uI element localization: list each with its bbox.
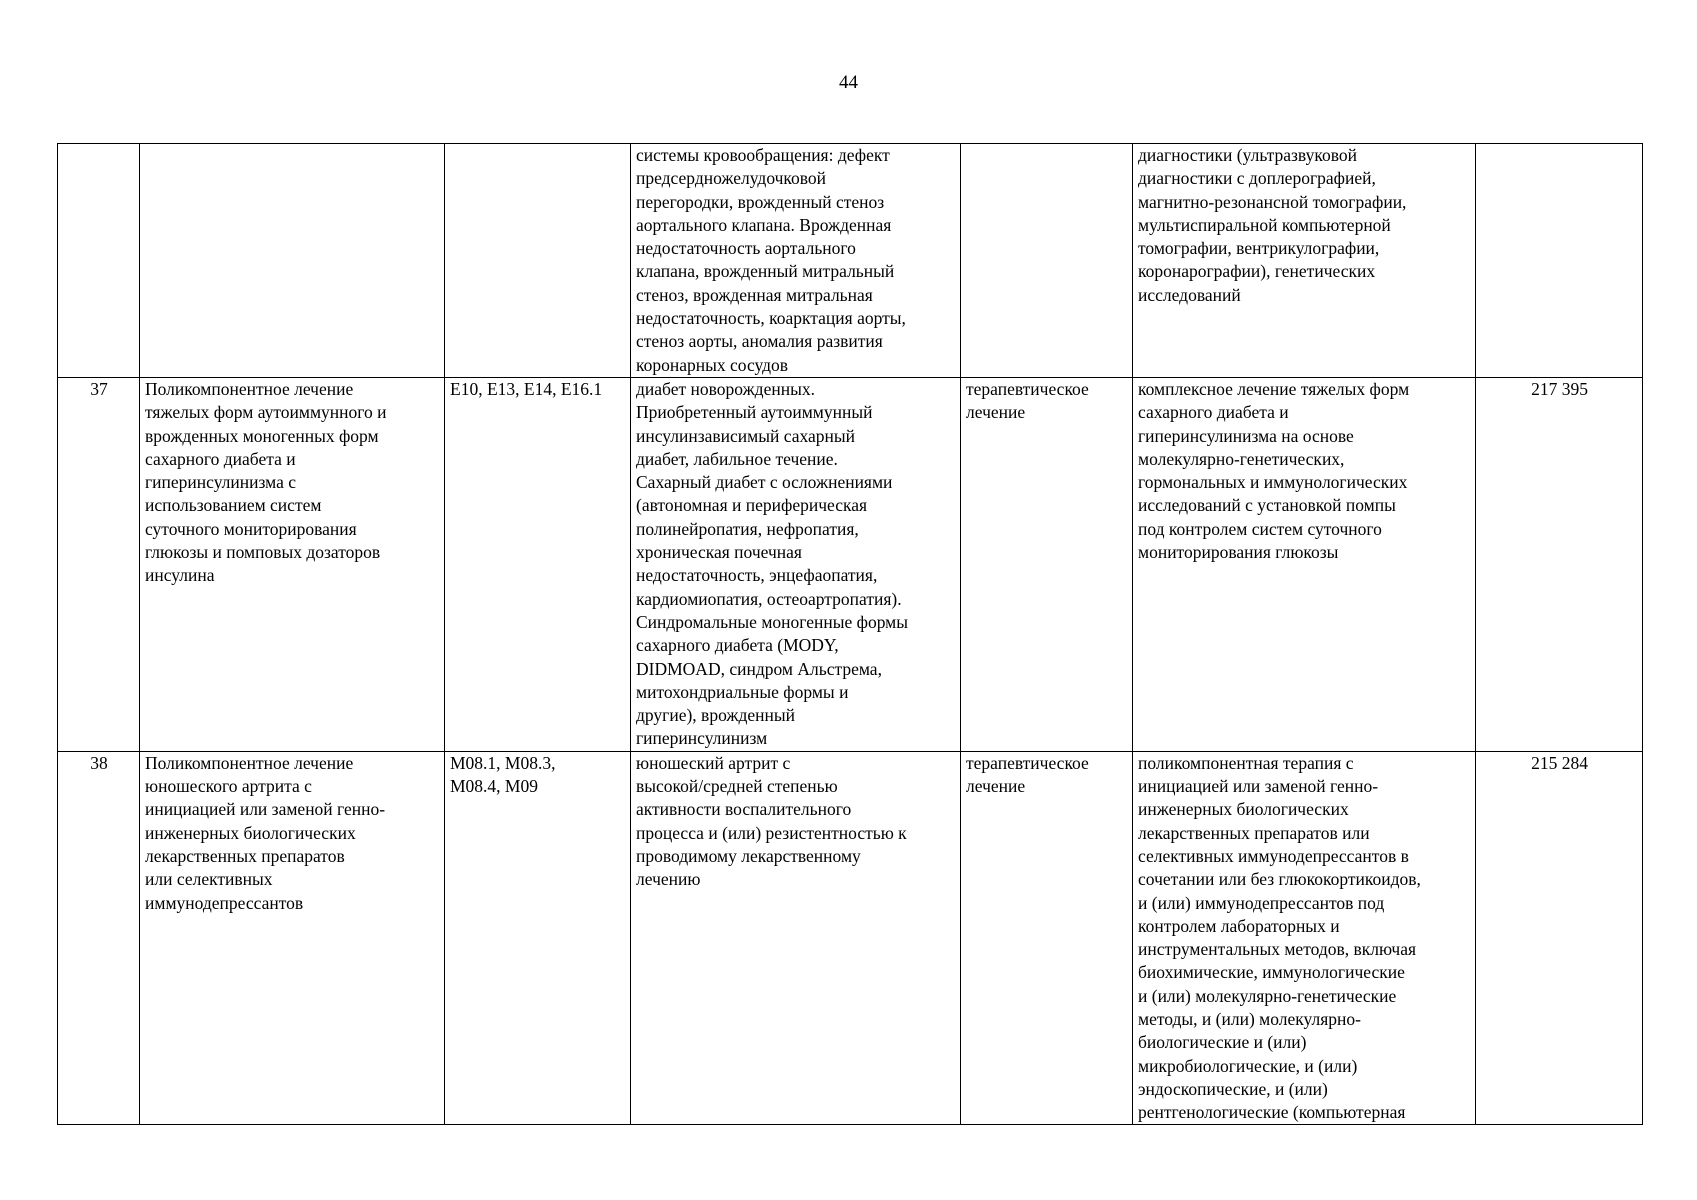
cell-text-line: полинейропатия, нефропатия, xyxy=(636,518,859,539)
cell-text-line: предсердножелудочковой xyxy=(636,168,827,189)
cell-text-line: микробиологические, и (или) xyxy=(1138,1055,1358,1076)
cell-text-line: Приобретенный аутоиммунный xyxy=(636,402,873,423)
medical-care-table xyxy=(57,143,1643,1125)
cell-text-line: DIDMOAD, синдром Альстрема, xyxy=(636,658,882,679)
cell-text-line: глюкозы и помповых дозаторов xyxy=(145,542,381,563)
cell-text-line: клапана, врожденный митральный xyxy=(636,261,895,282)
cell-text-line: селективных иммунодепрессантов в xyxy=(1138,845,1409,866)
cell-text-line: методы, и (или) молекулярно- xyxy=(1138,1008,1361,1029)
cell-text-line: исследований с установкой помпы xyxy=(1138,495,1396,516)
cell-text-line: врожденных моногенных форм xyxy=(145,425,379,446)
cell-text-line: недостаточность, энцефаопатия, xyxy=(636,565,878,586)
cell-text-line: проводимому лекарственному xyxy=(636,845,861,866)
row-number-cell: 38 xyxy=(58,751,140,1125)
cell-text-line: и (или) молекулярно-генетические xyxy=(1138,985,1397,1006)
page-number: 44 xyxy=(839,72,858,93)
cell-text-line: недостаточность, коарктация аорты, xyxy=(636,308,906,329)
cell-text-line: комплексное лечение тяжелых форм xyxy=(1138,378,1410,399)
cell-text-line: инициацией или заменой генно- xyxy=(145,799,386,820)
treatment-type-cell xyxy=(961,751,1133,1125)
cell-text-line: терапевтическое xyxy=(966,378,1089,399)
cell-text-line: сахарного диабета и xyxy=(1138,402,1289,423)
cell-text-line: или селективных xyxy=(145,869,273,890)
patient-model-cell xyxy=(631,751,961,1125)
treatment-type-cell xyxy=(961,144,1133,378)
cell-text-line: мультиспиральной компьютерной xyxy=(1138,214,1391,235)
cell-text-line: системы кровообращения: дефект xyxy=(636,145,890,165)
cell-text-line: диабет, лабильное течение. xyxy=(636,448,838,469)
cell-text-line: под контролем систем суточного xyxy=(1138,518,1382,539)
cell-text-line: суточного мониторирования xyxy=(145,518,357,539)
cell-text-line: тяжелых форм аутоиммунного и xyxy=(145,402,387,423)
row-number-cell xyxy=(58,144,140,378)
cell-text-line: поликомпонентная терапия с xyxy=(1138,752,1354,773)
treatment-method-cell xyxy=(1133,144,1476,378)
cell-text-line: диагностики с доплерографией, xyxy=(1138,168,1376,189)
cell-text-line: гиперинсулинизм xyxy=(636,728,768,749)
cell-text-line: другие), врожденный xyxy=(636,705,796,726)
cell-text-line: и (или) иммунодепрессантов под xyxy=(1138,892,1385,913)
cell-text-line: E10, E13, E14, E16.1 xyxy=(450,378,603,399)
cell-text-line: лекарственных препаратов или xyxy=(1138,822,1370,843)
patient-model-cell xyxy=(631,377,961,751)
cell-text-line: сахарного диабета и xyxy=(145,448,296,469)
cell-text-line: высокой/средней степенью xyxy=(636,776,838,797)
cell-text-line: терапевтическое xyxy=(966,752,1089,773)
cell-text-line: молекулярно-генетических, xyxy=(1138,448,1345,469)
cell-text-line: Синдромальные моногенные формы xyxy=(636,611,909,632)
cell-text-line: стеноз, врожденная митральная xyxy=(636,284,873,305)
cell-text-line: гормональных и иммунологических xyxy=(1138,472,1408,493)
cell-text-line: гиперинсулинизма на основе xyxy=(1138,425,1354,446)
cell-text-line: активности воспалительного xyxy=(636,799,852,820)
cell-text-line: исследований xyxy=(1138,284,1241,305)
cell-text-line: инсулина xyxy=(145,565,215,586)
cell-text-line: диагностики (ультразвуковой xyxy=(1138,145,1357,165)
cost-cell: 215 284 xyxy=(1476,751,1643,1125)
cell-text-line: иммунодепрессантов xyxy=(145,892,304,913)
table-row xyxy=(58,144,1643,378)
table-row xyxy=(58,377,1643,751)
cell-text-line: лечение xyxy=(966,402,1026,423)
treatment-method-cell xyxy=(1133,751,1476,1125)
cell-text-line: Сахарный диабет с осложнениями xyxy=(636,472,893,493)
cell-text-line: эндоскопические, и (или) xyxy=(1138,1078,1328,1099)
cell-text-line: рентгенологические (компьютерная xyxy=(1138,1102,1406,1123)
diagnosis-codes-cell xyxy=(445,144,631,378)
cell-text-line: использованием систем xyxy=(145,495,322,516)
cell-text-line: инсулинзависимый сахарный xyxy=(636,425,855,446)
cell-text-line: инженерных биологических xyxy=(1138,799,1349,820)
cell-text-line: инициацией или заменой генно- xyxy=(1138,776,1379,797)
cell-text-line: инструментальных методов, включая xyxy=(1138,939,1417,960)
cell-text-line: стеноз аорты, аномалия развития xyxy=(636,331,883,352)
row-number-cell: 37 xyxy=(58,377,140,751)
cell-text-line: сочетании или без глюкокортикоидов, xyxy=(1138,869,1421,890)
diagnosis-codes-cell xyxy=(445,751,631,1125)
cell-text-line: юношеский артрит с xyxy=(636,752,791,773)
cell-text-line: Поликомпонентное лечение xyxy=(145,752,354,773)
cell-text-line: M08.1, M08.3, xyxy=(450,752,556,773)
care-name-cell xyxy=(140,377,445,751)
cell-text-line: магнитно-резонансной томографии, xyxy=(1138,191,1407,212)
treatment-type-cell xyxy=(961,377,1133,751)
cost-cell: 217 395 xyxy=(1476,377,1643,751)
cell-text-line: гиперинсулинизма с xyxy=(145,472,297,493)
treatment-method-cell xyxy=(1133,377,1476,751)
cell-text-line: диабет новорожденных. xyxy=(636,378,815,399)
cell-text-line: коронарографии), генетических xyxy=(1138,261,1376,282)
cell-text-line: лекарственных препаратов xyxy=(145,845,345,866)
cell-text-line: биологические и (или) xyxy=(1138,1032,1307,1053)
cell-text-line: контролем лабораторных и xyxy=(1138,915,1340,936)
cell-text-line: кардиомиопатия, остеоартропатия). xyxy=(636,588,902,609)
patient-model-cell xyxy=(631,144,961,378)
cell-text-line: мониторирования глюкозы xyxy=(1138,542,1339,563)
cell-text-line: перегородки, врожденный стеноз xyxy=(636,191,885,212)
cell-text-line: лечению xyxy=(636,869,701,890)
cell-text-line: процесса и (или) резистентностью к xyxy=(636,822,907,843)
cell-text-line: M08.4, M09 xyxy=(450,776,538,797)
cell-text-line: лечение xyxy=(966,776,1026,797)
cell-text-line: митохондриальные формы и xyxy=(636,681,849,702)
table-row xyxy=(58,751,1643,1125)
cell-text-line: (автономная и периферическая xyxy=(636,495,868,516)
care-name-cell xyxy=(140,751,445,1125)
cell-text-line: недостаточность аортального xyxy=(636,238,856,259)
cell-text-line: Поликомпонентное лечение xyxy=(145,378,354,399)
care-name-cell xyxy=(140,144,445,378)
cell-text-line: хроническая почечная xyxy=(636,542,802,563)
cell-text-line: биохимические, иммунологические xyxy=(1138,962,1405,983)
cell-text-line: томографии, вентрикулографии, xyxy=(1138,238,1380,259)
cost-cell xyxy=(1476,144,1643,378)
diagnosis-codes-cell xyxy=(445,377,631,751)
cell-text-line: аортального клапана. Врожденная xyxy=(636,214,892,235)
cell-text-line: коронарных сосудов xyxy=(636,354,789,375)
cell-text-line: сахарного диабета (MODY, xyxy=(636,635,839,656)
cell-text-line: юношеского артрита с xyxy=(145,776,312,797)
cell-text-line: инженерных биологических xyxy=(145,822,356,843)
